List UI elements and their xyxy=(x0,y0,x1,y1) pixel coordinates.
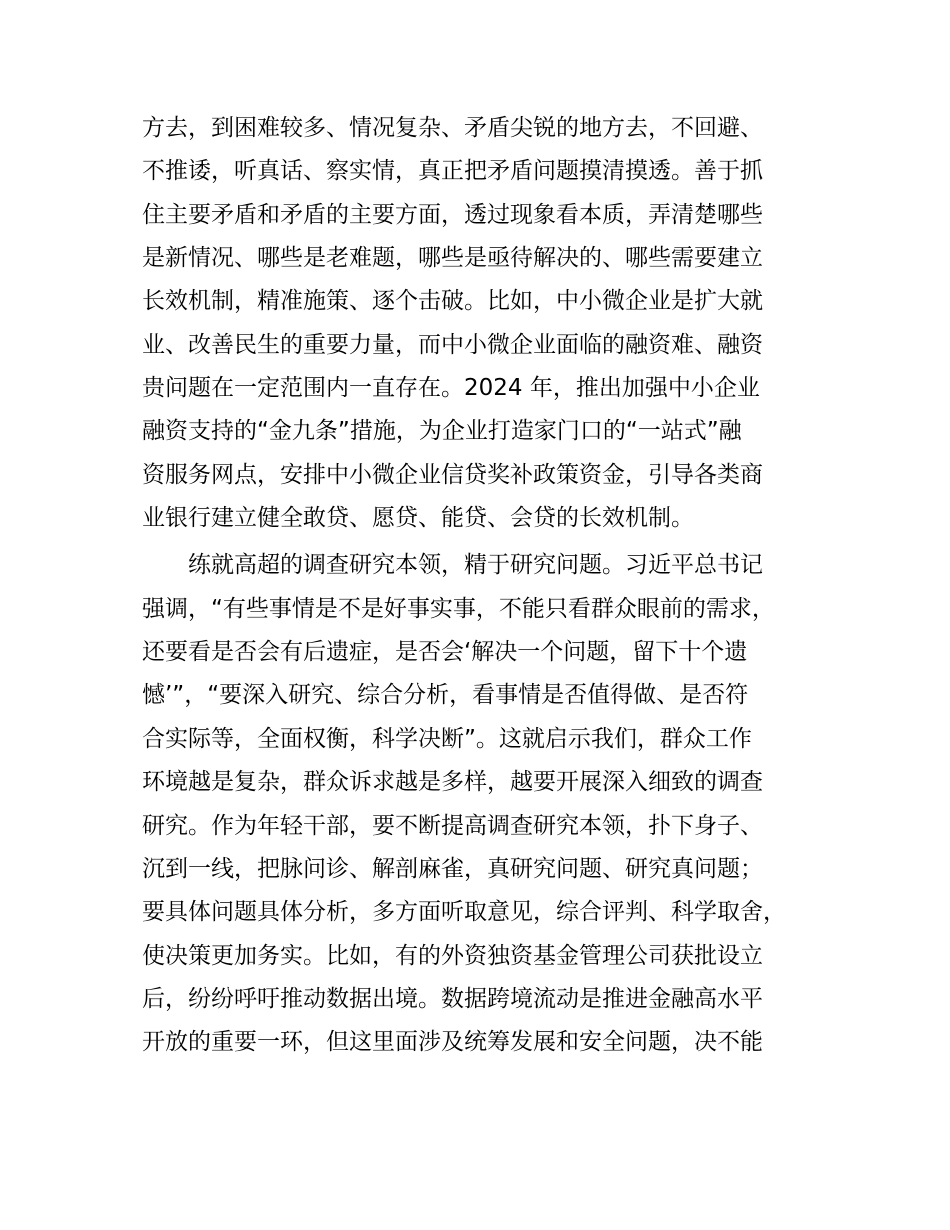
text-line-14: 憾’”，“要深入研究、综合分析，看事情是否值得做、是否符 xyxy=(142,682,749,708)
text-line-5: 长效机制，精准施策、逐个击破。比如，中小微企业是扩大就 xyxy=(142,288,763,314)
text-line-12: 强调，“有些事情是不是好事实事，不能只看群众眼前的需求， xyxy=(142,596,775,622)
text-line-15: 合实际等，全面权衡，科学决断”。这就启示我们，群众工作 xyxy=(142,726,752,752)
text-line-21: 后，纷纷呼吁推动数据出境。数据跨境流动是推进金融高水平 xyxy=(142,986,763,1012)
text-line-8: 融资支持的“金九条”措施，为企业打造家门口的“一站式”融 xyxy=(142,418,742,444)
text-line-16: 环境越是复杂，群众诉求越是多样，越要开展深入细致的调查 xyxy=(142,769,763,795)
paragraph-start-line: 练就高超的调查研究本领，精于研究问题。习近平总书记 xyxy=(188,552,763,578)
text-line-19: 要具体问题具体分析，多方面听取意见，综合评判、科学取舍， xyxy=(142,899,786,925)
text-line-18: 沉到一线，把脉问诊、解剖麻雀，真研究问题、研究真问题； xyxy=(142,856,763,882)
text-line-6: 业、改善民生的重要力量，而中小微企业面临的融资难、融资 xyxy=(142,332,763,358)
text-line-20: 使决策更加务实。比如，有的外资独资基金管理公司获批设立 xyxy=(142,943,763,969)
text-line-2: 不推诿，听真话、察实情，真正把矛盾问题摸清摸透。善于抓 xyxy=(142,158,763,184)
text-line-22: 开放的重要一环，但这里面涉及统筹发展和安全问题，决不能 xyxy=(142,1029,763,1055)
text-line-1: 方去，到困难较多、情况复杂、矛盾尖锐的地方去，不回避、 xyxy=(142,115,763,141)
text-line-9: 资服务网点，安排中小微企业信贷奖补政策资金，引导各类商 xyxy=(142,462,763,488)
text-line-10: 业银行建立健全敢贷、愿贷、能贷、会贷的长效机制。 xyxy=(142,505,694,531)
text-line-17: 研究。作为年轻干部，要不断提高调查研究本领，扑下身子、 xyxy=(142,813,763,839)
text-line-13: 还要看是否会有后遗症，是否会‘解决一个问题，留下十个遗 xyxy=(142,639,748,665)
text-line-3: 住主要矛盾和矛盾的主要方面，透过现象看本质，弄清楚哪些 xyxy=(142,202,763,228)
text-line-7: 贵问题在一定范围内一直存在。2024 年，推出加强中小企业 xyxy=(142,375,760,401)
text-line-4: 是新情况、哪些是老难题，哪些是亟待解决的、哪些需要建立 xyxy=(142,245,763,271)
